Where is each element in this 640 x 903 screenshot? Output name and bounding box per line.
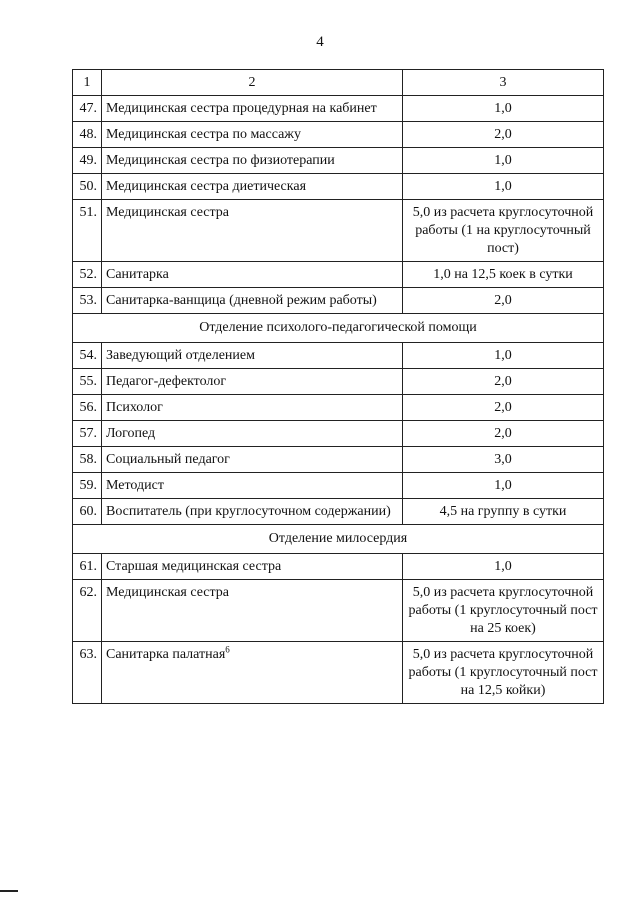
row-number: 61.: [73, 554, 102, 580]
position-name-cell: [102, 343, 403, 369]
row-number: 54.: [73, 343, 102, 369]
table-row: [73, 96, 604, 122]
position-name: Старшая медицинская сестра: [106, 559, 282, 574]
table-header-row: [73, 70, 604, 96]
staff-quantity: 2,0: [403, 369, 604, 395]
position-name: Логопед: [106, 426, 156, 441]
table-row: [73, 148, 604, 174]
position-name-cell: [102, 96, 403, 122]
staff-quantity: 2,0: [403, 421, 604, 447]
section-heading-row: [73, 525, 604, 554]
table-row: [73, 447, 604, 473]
staff-quantity: 1,0: [403, 96, 604, 122]
row-number: 59.: [73, 473, 102, 499]
staff-quantity: 1,0: [403, 554, 604, 580]
position-name-cell: [102, 473, 403, 499]
table-row: [73, 262, 604, 288]
position-name-cell: [102, 122, 403, 148]
row-number: 53.: [73, 288, 102, 314]
header-col-position: 2: [102, 70, 403, 96]
table-row: [73, 421, 604, 447]
section-title: Отделение милосердия: [73, 525, 604, 554]
header-col-quantity: 3: [403, 70, 604, 96]
position-name: Медицинская сестра по массажу: [106, 127, 301, 142]
row-number: 55.: [73, 369, 102, 395]
position-name-cell: [102, 369, 403, 395]
row-number: 60.: [73, 499, 102, 525]
position-name-cell: [102, 499, 403, 525]
table-row: [73, 288, 604, 314]
staff-quantity: 5,0 из расчета круглосуточной работы (1 круглосуточный пост на 12,5 койки): [403, 642, 604, 704]
row-number: 62.: [73, 580, 102, 642]
row-number: 56.: [73, 395, 102, 421]
position-name: Медицинская сестра диетическая: [106, 179, 307, 194]
table-row: [73, 395, 604, 421]
section-title: Отделение психолого-педагогической помощи: [73, 314, 604, 343]
staff-quantity: 2,0: [403, 288, 604, 314]
position-name: Медицинская сестра: [106, 585, 230, 600]
row-number: 52.: [73, 262, 102, 288]
position-name: Заведующий отделением: [106, 348, 255, 363]
row-number: 50.: [73, 174, 102, 200]
margin-mark: [0, 890, 18, 892]
position-name: Методист: [106, 478, 164, 493]
table-row: [73, 174, 604, 200]
staff-quantity: 1,0: [403, 343, 604, 369]
page-number: 4: [316, 34, 324, 50]
row-number: 48.: [73, 122, 102, 148]
row-number: 49.: [73, 148, 102, 174]
position-name-cell: [102, 642, 403, 704]
row-number: 63.: [73, 642, 102, 704]
staff-quantity: 5,0 из расчета круглосуточной работы (1 круглосуточный пост на 25 коек): [403, 580, 604, 642]
staff-quantity: 2,0: [403, 395, 604, 421]
staff-quantity: 2,0: [403, 122, 604, 148]
header-col-number: 1: [73, 70, 102, 96]
position-name: Санитарка: [106, 267, 169, 282]
position-name-cell: [102, 200, 403, 262]
table-row: [73, 642, 604, 704]
position-name-cell: [102, 395, 403, 421]
table-row: [73, 343, 604, 369]
row-number: 57.: [73, 421, 102, 447]
staff-quantity: 4,5 на группу в сутки: [403, 499, 604, 525]
staff-quantity: 5,0 из расчета круглосуточной работы (1 на круглосуточный пост): [403, 200, 604, 262]
table-row: [73, 369, 604, 395]
position-name-cell: [102, 580, 403, 642]
position-name: Медицинская сестра: [106, 205, 230, 220]
table-row: [73, 554, 604, 580]
position-name: Педагог-дефектолог: [106, 374, 227, 389]
staff-quantity: 1,0: [403, 148, 604, 174]
position-name: Воспитатель (при круглосуточном содержании): [106, 504, 391, 519]
staffing-table: [72, 69, 604, 704]
staff-quantity: 1,0: [403, 473, 604, 499]
table-row: [73, 499, 604, 525]
position-name-cell: [102, 148, 403, 174]
position-name: Медицинская сестра процедурная на кабинет: [106, 101, 377, 116]
staff-quantity: 1,0 на 12,5 коек в сутки: [403, 262, 604, 288]
row-number: 58.: [73, 447, 102, 473]
position-name-cell: [102, 288, 403, 314]
position-name-cell: [102, 174, 403, 200]
staff-quantity: 1,0: [403, 174, 604, 200]
staff-quantity: 3,0: [403, 447, 604, 473]
table-row: [73, 580, 604, 642]
row-number: 47.: [73, 96, 102, 122]
position-name: Психолог: [106, 400, 163, 415]
position-name-cell: [102, 262, 403, 288]
position-name: Санитарка палатная: [106, 647, 226, 662]
position-name: Медицинская сестра по физиотерапии: [106, 153, 335, 168]
position-name-cell: [102, 447, 403, 473]
table-row: [73, 473, 604, 499]
footnote-marker: 6: [225, 644, 230, 655]
row-number: 51.: [73, 200, 102, 262]
table-row: [73, 122, 604, 148]
position-name: Санитарка-ванщица (дневной режим работы): [106, 293, 377, 308]
position-name-cell: [102, 554, 403, 580]
position-name: Социальный педагог: [106, 452, 230, 467]
position-name-cell: [102, 421, 403, 447]
section-heading-row: [73, 314, 604, 343]
table-row: [73, 200, 604, 262]
